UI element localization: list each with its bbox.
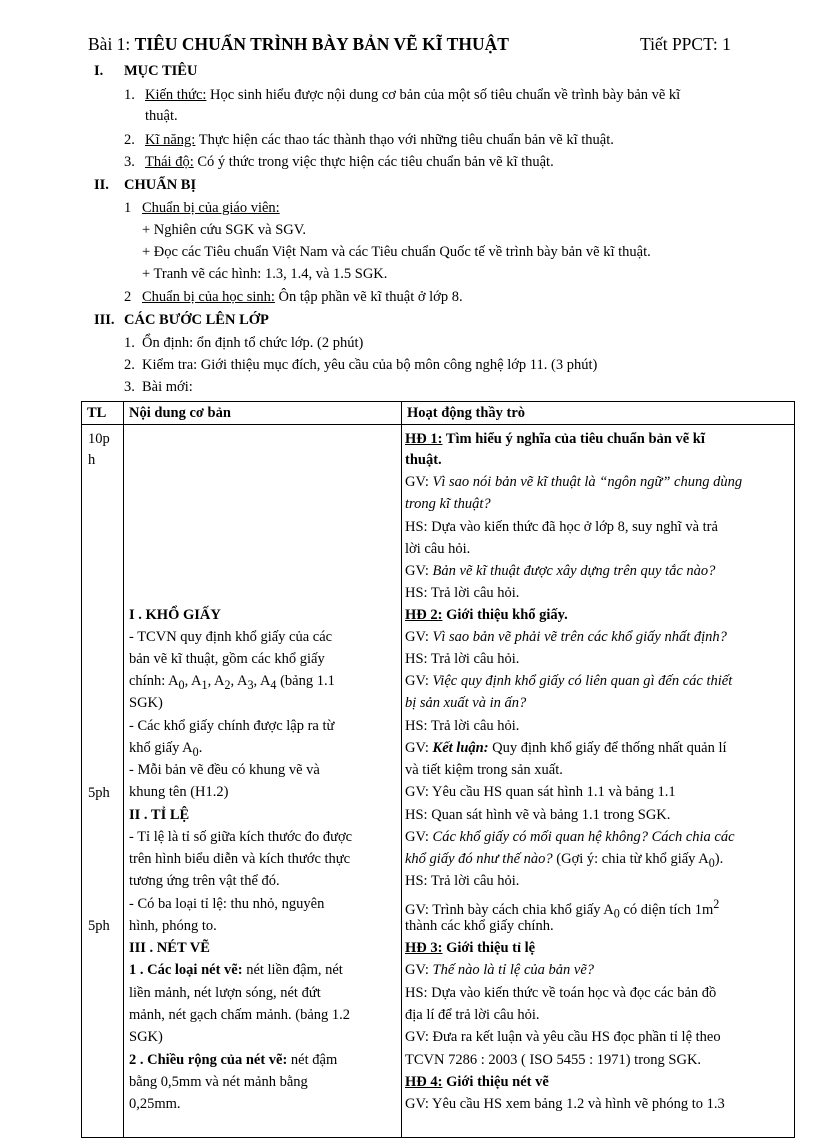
- content-line: 2 . Chiều rộng của nét vẽ: nét đậm: [129, 1052, 338, 1068]
- objective-2-number: 2.: [124, 132, 135, 148]
- header-tl: TL: [82, 402, 124, 425]
- activity-heading-cont: thuật.: [405, 452, 442, 468]
- objective-1-cont: thuật.: [145, 108, 178, 124]
- table-row: [82, 425, 795, 1138]
- cell-time: [82, 425, 124, 1138]
- activity-line: GV: Yêu cầu HS quan sát hình 1.1 và bảng 1.1: [405, 784, 676, 800]
- cell-content: [124, 425, 402, 1138]
- content-line: - Mỗi bản vẽ đều có khung vẽ và: [129, 762, 320, 778]
- objective-1-number: 1.: [124, 87, 135, 103]
- activity-line: HS: Dựa vào kiến thức đã học ở lớp 8, suy nghĩ và trả: [405, 519, 718, 535]
- cell-activity: [402, 425, 795, 1138]
- header-content: Nội dung cơ bản: [124, 402, 402, 425]
- content-line: liền mảnh, nét lượn sóng, nét đứt: [129, 985, 321, 1001]
- activity-heading: HĐ 1: Tìm hiểu ý nghĩa của tiêu chuẩn bản vẽ kĩ: [405, 431, 705, 447]
- activity-line: GV: Kết luận: Quy định khổ giấy để thống nhất quản lí: [405, 740, 727, 756]
- step-3-number: 3.: [124, 379, 135, 395]
- prep-student: Chuẩn bị của học sinh: Ôn tập phần vẽ kĩ thuật ở lớp 8.: [142, 289, 463, 305]
- section-1-title: MỤC TIÊU: [124, 63, 198, 79]
- activity-line: HS: Quan sát hình vẽ và bảng 1.1 trong SGK.: [405, 807, 671, 823]
- content-line: - Tỉ lệ là tỉ số giữa kích thước đo được: [129, 829, 353, 845]
- content-line: 1 . Các loại nét vẽ: nét liền đậm, nét: [129, 962, 343, 978]
- content-line: tương ứng trên vật thể đó.: [129, 873, 280, 889]
- content-line: chính: $A_0$, $A_1$, $A_2$, $A_3$, $A_4$ (bảng 1.1: [129, 673, 335, 692]
- activity-heading: HĐ 3: Giới thiệu tỉ lệ: [405, 940, 536, 956]
- prep-teacher-item: + Nghiên cứu SGK và SGV.: [142, 222, 306, 238]
- content-line: khổ giấy $A_0$.: [129, 740, 203, 759]
- activity-line: GV: Vì sao nói bản vẽ kĩ thuật là “ngôn ngữ” chung dùng: [405, 474, 743, 490]
- step-3: Bài mới:: [142, 379, 193, 395]
- activity-heading: HĐ 2: Giới thiệu khổ giấy.: [405, 607, 568, 623]
- activity-line: GV: Thế nào là tỉ lệ của bản vẽ?: [405, 962, 595, 978]
- content-line: khung tên (H1.2): [129, 784, 229, 800]
- time-label: 5ph: [88, 918, 110, 934]
- heading-scale: II . TỈ LỆ: [129, 807, 190, 823]
- objective-3-number: 3.: [124, 154, 135, 170]
- activity-line: HS: Trả lời câu hỏi.: [405, 585, 520, 601]
- time-label: h: [88, 452, 96, 468]
- prep-teacher-label: Chuẩn bị của giáo viên:: [142, 200, 280, 216]
- prep-teacher-item: + Đọc các Tiêu chuẩn Việt Nam và các Tiêu chuẩn Quốc tế về trình bày bản vẽ kĩ thuật.: [142, 244, 651, 260]
- content-line: - Có ba loại tỉ lệ: thu nhỏ, nguyên: [129, 896, 325, 912]
- section-2-title: CHUẨN BỊ: [124, 177, 197, 193]
- prep-teacher-number: 1: [124, 200, 132, 216]
- period-number: Tiết PPCT: 1: [640, 34, 731, 54]
- activity-line: trong kĩ thuật?: [405, 496, 491, 512]
- heading-lines: III . NÉT VẼ: [129, 940, 210, 956]
- activity-line: HS: Dựa vào kiến thức về toán học và đọc các bản đồ: [405, 985, 717, 1001]
- time-label: 5ph: [88, 785, 110, 801]
- step-1: Ổn định: ổn định tổ chức lớp. (2 phút): [142, 335, 364, 351]
- step-2: Kiểm tra: Giới thiệu mục đích, yêu cầu của bộ môn công nghệ lớp 11. (3 phút): [142, 357, 598, 373]
- content-line: 0,25mm.: [129, 1096, 181, 1112]
- content-line: bằng 0,5mm và nét mảnh bằng: [129, 1074, 308, 1090]
- activity-line: và tiết kiệm trong sản xuất.: [405, 762, 563, 778]
- activity-line: TCVN 7286 : 2003 ( ISO 5455 : 1971) trong SGK.: [405, 1052, 702, 1068]
- activity-line: thành các khổ giấy chính.: [405, 918, 554, 934]
- activity-line: GV: Vì sao bản vẽ phải vẽ trên các khổ giấy nhất định?: [405, 629, 727, 645]
- activity-heading: HĐ 4: Giới thiệu nét vẽ: [405, 1074, 549, 1090]
- content-line: SGK): [129, 695, 163, 711]
- activity-line: lời câu hỏi.: [405, 541, 471, 557]
- lesson-table: [81, 401, 795, 1138]
- objective-1: Kiến thức: Học sinh hiểu được nội dung cơ bản của một số tiêu chuẩn về trình bày bản vẽ kĩ: [145, 87, 681, 103]
- activity-line: bị sản xuất và in ấn?: [405, 695, 527, 711]
- activity-line: HS: Trả lời câu hỏi.: [405, 873, 520, 889]
- activity-line: GV: Trình bày cách chia khổ giấy $A_0$ có diện tích $1m^2$: [405, 897, 720, 921]
- title-row: [88, 34, 788, 58]
- lesson-title: Bài 1: TIÊU CHUẨN TRÌNH BÀY BẢN VẼ KĨ THUẬT: [88, 34, 509, 54]
- heading-paper-size: I . KHỔ GIẤY: [129, 607, 221, 623]
- section-1-number: I.: [94, 63, 104, 79]
- section-2-number: II.: [94, 177, 109, 193]
- objective-3: Thái độ: Có ý thức trong việc thực hiện các tiêu chuẩn bản vẽ kĩ thuật.: [145, 154, 554, 170]
- section-3-number: III.: [94, 312, 115, 328]
- step-2-number: 2.: [124, 357, 135, 373]
- content-line: - TCVN quy định khổ giấy của các: [129, 629, 333, 645]
- content-line: trên hình biểu diễn và kích thước thực: [129, 851, 351, 867]
- activity-line: GV: Việc quy định khổ giấy có liên quan gì đến các thiết: [405, 673, 733, 689]
- section-3-title: CÁC BƯỚC LÊN LỚP: [124, 312, 269, 328]
- header-activity: Hoạt động thầy trò: [402, 402, 795, 425]
- activity-line: GV: Yêu cầu HS xem bảng 1.2 và hình vẽ phóng to 1.3: [405, 1096, 725, 1112]
- step-1-number: 1.: [124, 335, 135, 351]
- activity-line: địa lí để trả lời câu hỏi.: [405, 1007, 540, 1023]
- activity-line: HS: Trả lời câu hỏi.: [405, 718, 520, 734]
- activity-line: GV: Bản vẽ kĩ thuật được xây dựng trên quy tắc nào?: [405, 563, 716, 579]
- prep-student-number: 2: [124, 289, 132, 305]
- time-label: 10p: [88, 431, 110, 447]
- activity-line: khổ giấy đó như thế nào? (Gợi ý: chia từ khổ giấy $A_0$).: [405, 851, 724, 870]
- content-line: hình, phóng to.: [129, 918, 217, 934]
- content-line: mảnh, nét gạch chấm mảnh. (bảng 1.2: [129, 1007, 351, 1023]
- prep-teacher-item: + Tranh vẽ các hình: 1.3, 1.4, và 1.5 SGK.: [142, 266, 388, 282]
- activity-line: HS: Trả lời câu hỏi.: [405, 651, 520, 667]
- content-line: - Các khổ giấy chính được lập ra từ: [129, 718, 335, 734]
- table-header-row: [82, 402, 795, 425]
- objective-2: Kĩ năng: Thực hiện các thao tác thành thạo với những tiêu chuẩn bản vẽ kĩ thuật.: [145, 132, 614, 148]
- content-line: bản vẽ kĩ thuật, gồm các khổ giấy: [129, 651, 325, 667]
- activity-line: GV: Các khổ giấy có mối quan hệ không? Cách chia các: [405, 829, 735, 845]
- activity-line: GV: Đưa ra kết luận và yêu cầu HS đọc phần tỉ lệ theo: [405, 1029, 721, 1045]
- content-line: SGK): [129, 1029, 163, 1045]
